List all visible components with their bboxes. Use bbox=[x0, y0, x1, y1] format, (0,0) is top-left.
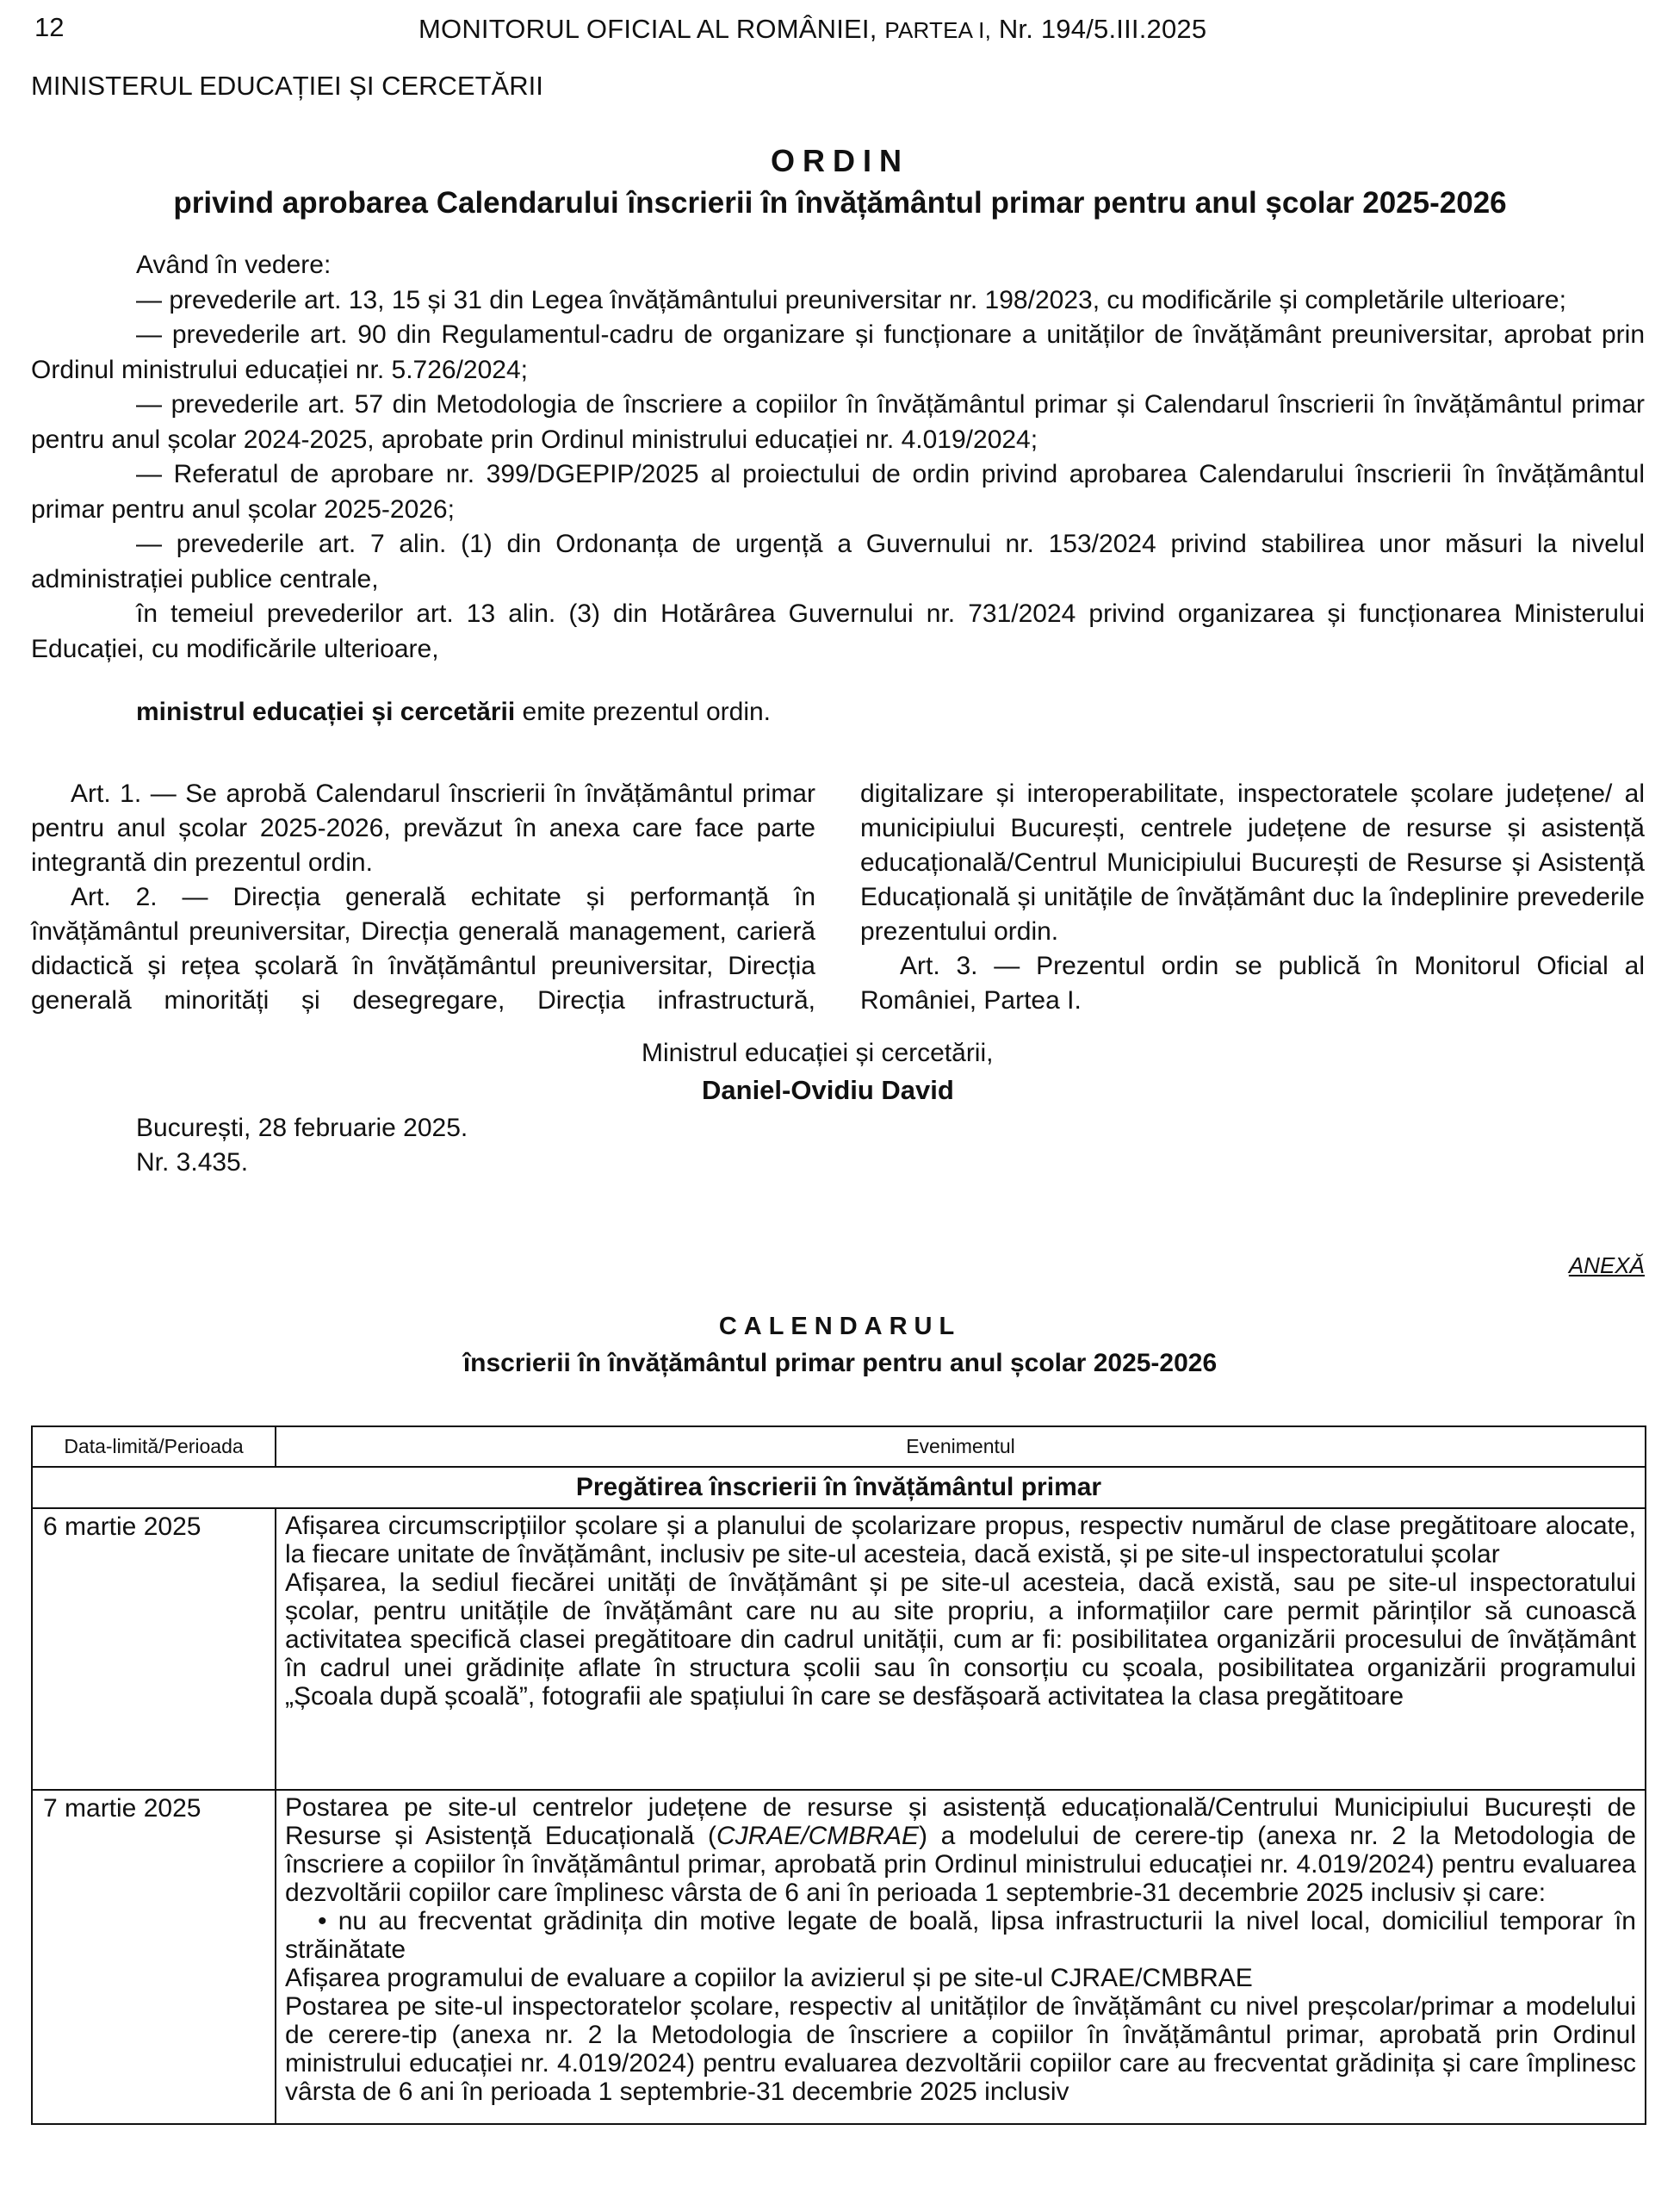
whereas-section bbox=[31, 248, 1645, 667]
gazette-issue: Nr. 194/5.III.2025 bbox=[998, 14, 1207, 44]
section-title: Pregătirea înscrierii în învățământul primar bbox=[32, 1467, 1646, 1508]
place-and-date-block bbox=[136, 1111, 468, 1180]
table-row bbox=[32, 1508, 1646, 1790]
emitting-text: emite prezentul ordin. bbox=[515, 698, 772, 726]
whereas-item: — prevederile art. 7 alin. (1) din Ordonanța de urgență a Guvernului nr. 153/2024 privind stabilirea unor măsuri la nivelul administrației publice centrale, bbox=[31, 530, 1645, 593]
whereas-intro: Având în vedere: bbox=[136, 251, 332, 279]
document-title: privind aprobarea Calendarului înscrierii în învățământul primar pentru anul școlar 2025-2026 bbox=[173, 186, 1507, 220]
order-number: Nr. 3.435. bbox=[136, 1148, 249, 1177]
row-event bbox=[276, 1508, 1646, 1790]
running-head bbox=[418, 14, 1206, 45]
whereas-item: — prevederile art. 13, 15 și 31 din Legea învățământului preuniversitar nr. 198/2023, cu modificările și completările ulterioare; bbox=[136, 285, 1566, 314]
event-paragraph: Afișarea circumscripțiilor școlare și a planului de școlarizare propus, respectiv numărul de clase pregătitoare alocate, la fiecare unitate de învățământ, inclusiv pe site-ul acesteia, dacă există, și pe site-ul inspectoratului școlar bbox=[285, 1512, 1636, 1568]
annex-label: ANEXĂ bbox=[1568, 1252, 1645, 1278]
event-abbreviation: CJRAE/CMBRAE bbox=[716, 1822, 919, 1850]
event-paragraph bbox=[285, 1793, 1636, 1907]
document-type: ORDIN bbox=[771, 143, 909, 178]
signatory-role: Ministrul educației și cercetării, bbox=[642, 1039, 994, 1067]
emitting-formula bbox=[136, 698, 771, 727]
calendar-table bbox=[31, 1425, 1646, 2125]
event-text: Postarea pe site-ul centrelor județene de resurse și asistență educațională/Centrului Municipiului București de Resurse și Asistență Educațională ( bbox=[285, 1793, 1636, 1850]
row-date: 7 martie 2025 bbox=[32, 1790, 276, 2124]
whereas-item: — prevederile art. 57 din Metodologia de înscriere a copiilor în învățământul primar și Calendarul înscrierii în învățământul primar pentru anul școlar 2024-2025, aprobate prin Ordinul ministrului educației nr. 4.019/2024; bbox=[31, 390, 1645, 454]
calendar-title: CALENDARUL bbox=[718, 1313, 962, 1340]
calendar-subtitle: înscrierii în învățământul primar pentru anul școlar 2025-2026 bbox=[462, 1349, 1218, 1377]
legal-basis: în temeiul prevederilor art. 13 alin. (3) din Hotărârea Guvernului nr. 731/2024 privind organizarea și funcționarea Ministerului Educației, cu modificările ulterioare, bbox=[31, 599, 1645, 663]
event-paragraph: Afișarea programului de evaluare a copiilor la avizierul și pe site-ul CJRAE/CMBRAE bbox=[285, 1964, 1253, 1992]
column-header-event: Evenimentul bbox=[276, 1426, 1646, 1467]
table-header-row bbox=[32, 1426, 1646, 1467]
row-date: 6 martie 2025 bbox=[32, 1508, 276, 1790]
articles bbox=[31, 777, 1645, 1018]
whereas-item: — prevederile art. 90 din Regulamentul-cadru de organizare și funcționare a unităților de învățământ preuniversitar, aprobat prin Ordinul ministrului educației nr. 5.726/2024; bbox=[31, 320, 1645, 384]
whereas-item: — Referatul de aprobare nr. 399/DGEPIP/2025 al proiectului de ordin privind aprobarea Calendarului înscrierii în învățământul primar pentru anul școlar 2025-2026; bbox=[31, 460, 1645, 524]
section-row bbox=[32, 1467, 1646, 1508]
table-row bbox=[32, 1790, 1646, 2124]
article-3: Art. 3. — Prezentul ordin se publică în Monitorul Oficial al României, Partea I. bbox=[860, 952, 1645, 1015]
signatory-name: Daniel-Ovidiu David bbox=[702, 1075, 954, 1105]
event-paragraph: Postarea pe site-ul inspectoratelor școlare, respectiv al unităților de învățământ cu nivel preșcolar/primar a modelului de cerere-tip (anexa nr. 2 la Metodologia de înscriere a copiilor în învățământul primar, aprobată prin Ordinul ministrului educației nr. 4.019/2024) pentru evaluarea dezvoltării copiilor care au frecventat grădinița și care împlinesc vârsta de 6 ani în perioada 1 septembrie-31 decembrie 2025 inclusiv bbox=[285, 1992, 1636, 2106]
article-1: Art. 1. — Se aprobă Calendarul înscrierii în învățământul primar pentru anul școlar 2025-2026, prevăzut în anexa care face parte integrantă din prezentul ordin. bbox=[31, 780, 815, 877]
emitting-authority: ministrul educației și cercetării bbox=[136, 698, 516, 726]
event-paragraph: Afișarea, la sediul fiecărei unități de învățământ și pe site-ul acesteia, dacă există, sau pe site-ul inspectoratului școlar, pentru unitățile de învățământ care nu au site propriu, a informațiilor care permit părinților să cunoască activitatea specifică clasei pregătitoare din cadrul unității, cum ar fi: posibilitatea organizării procesului de învățământ în cadrul unei grădinițe aflate în structura școlii sau în consorțiu cu școala, posibilitatea organizării programului „Școala după școală”, fotografii ale spațiului în care se desfășoară activitatea la clasa pregătitoare bbox=[285, 1568, 1636, 1711]
gazette-name: MONITORUL OFICIAL AL ROMÂNIEI, bbox=[418, 14, 877, 44]
article-2: Art. 2. — Direcția generală echitate și performanță în învățământul preuniversitar, Direcția generală management, carieră didactică și rețea școlară în învățământul preuniversitar, Direcția generală minorități și desegregare, Direcția infrastructură, digitalizare și interoperabilitate, inspectoratele școlare județene/ al municipiului București, centrele județene de resurse și asistență educațională/Centrul Municipiului București de Resurse și Asistență Educațională și unitățile de învățământ duc la îndeplinire prevederile prezentului ordin. bbox=[31, 780, 1645, 1015]
page-number: 12 bbox=[34, 12, 65, 42]
row-event bbox=[276, 1790, 1646, 2124]
place-date: București, 28 februarie 2025. bbox=[136, 1114, 468, 1142]
event-bullet: • nu au frecventat grădinița din motive legate de boală, lipsa infrastructurii la nivel local, domiciliul temporar în străinătate bbox=[285, 1907, 1636, 1964]
issuing-ministry: MINISTERUL EDUCAȚIEI ȘI CERCETĂRII bbox=[31, 71, 543, 101]
gazette-part: PARTEA I, bbox=[884, 17, 992, 43]
column-header-date: Data-limită/Perioada bbox=[32, 1426, 276, 1467]
event-text: ) a modelului de cerere-tip (anexa nr. 2 la Metodologia de înscriere a copiilor în învățământul primar, aprobată prin Ordinul ministrului educației nr. 4.019/2024) pentru evaluarea dezvoltării copiilor care împlinesc vârsta de 6 ani în perioada 1 septembrie-31 decembrie 2025 inclusiv și care: bbox=[285, 1822, 1636, 1907]
